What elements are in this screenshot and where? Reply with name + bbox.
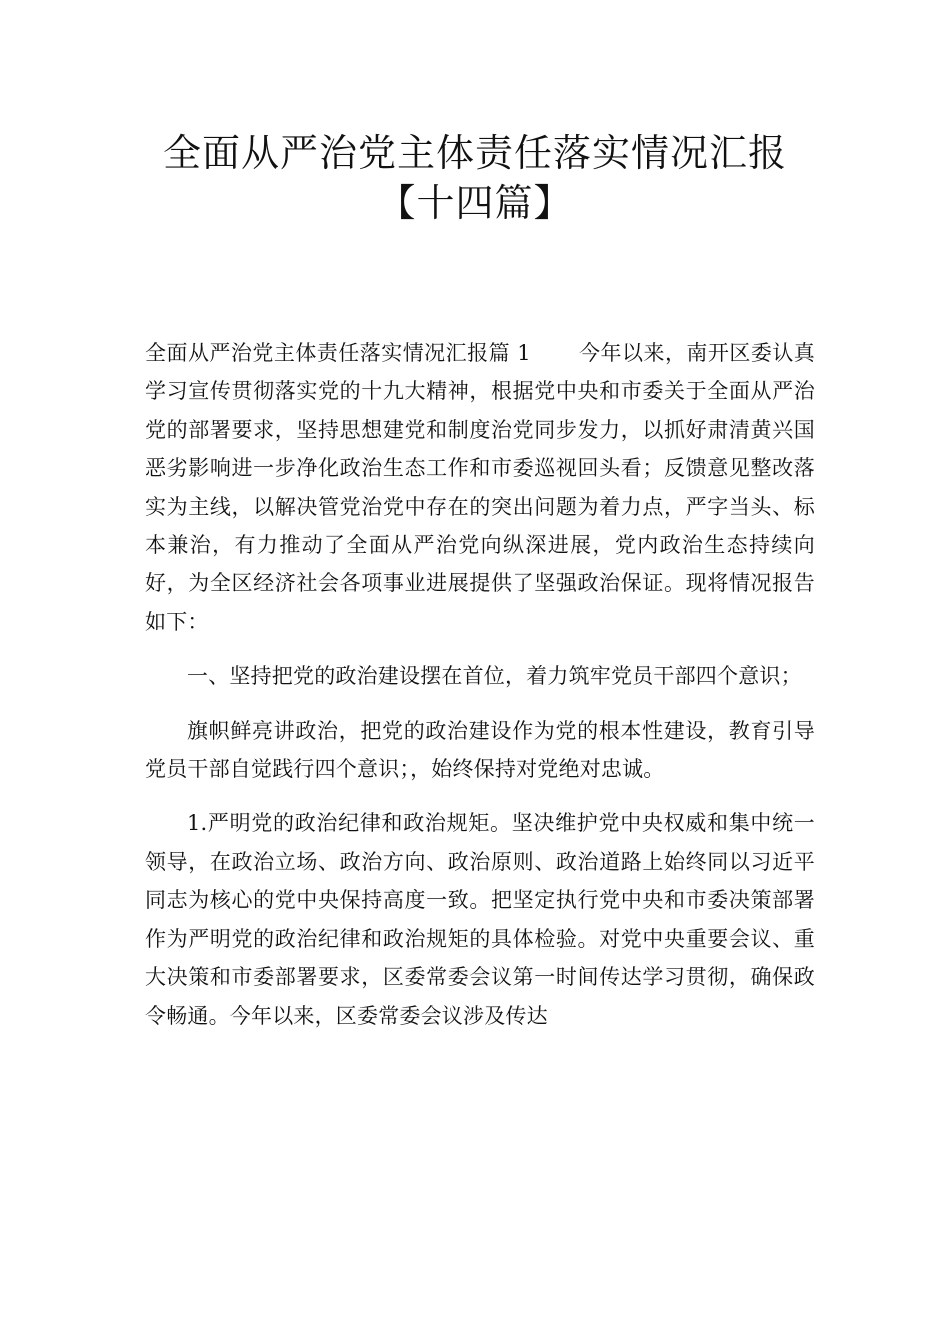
intro-text: 今年以来，南开区委认真学习宣传贯彻落实党的十九大精神，根据党中央和市委关于全面从严治党的部署要求，坚持思想建党和制度治党同步发力，以抓好肃清黄兴国恶劣影响进一步净化政治生态工作和市委巡视回头看；反馈意见整改落实为主线，以解决管党治党中存在的突出问题为着力点，严字当头、标本兼治，有力推动了全面从严治党向纵深进展，党内政治生态持续向好，为全区经济社会各项事业进展提供了坚强政治保证。现将情况报告如下： <box>145 341 815 634</box>
section1-heading: 一、坚持把党的政治建设摆在首位，着力筑牢党员干部四个意识； <box>187 664 802 689</box>
item1-paragraph: 1.严明党的政治纪律和政治规矩。坚决维护党中央权威和集中统一领导，在政治立场、政治方向、政治原则、政治道路上始终同以习近平同志为核心的党中央保持高度一致。把坚定执行党中央和市委决策部署作为严明党的政治纪律和政治规矩的具体检验。对党中央重要会议、重大决策和市委部署要求，区委常委会议第一时间传达学习贯彻，确保政令畅通。今年以来，区委常委会议涉及传达 <box>145 811 815 1028</box>
intro-paragraph <box>145 334 815 641</box>
section1-paragraph: 旗帜鲜亮讲政治，把党的政治建设作为党的根本性建设，教育引导党员干部自觉践行四个意识；，始终保持对党绝对忠诚。 <box>145 718 815 782</box>
document-body <box>145 334 815 1035</box>
paragraph-gap <box>145 641 815 657</box>
intro-label: 全面从严治党主体责任落实情况汇报篇 1 <box>145 341 531 365</box>
paragraph-gap <box>145 696 815 712</box>
document-title-line1: 全面从严治党主体责任落实情况汇报 <box>162 131 787 175</box>
paragraph-gap <box>145 788 815 804</box>
document-title-line2: 【十四篇】 <box>377 181 573 225</box>
